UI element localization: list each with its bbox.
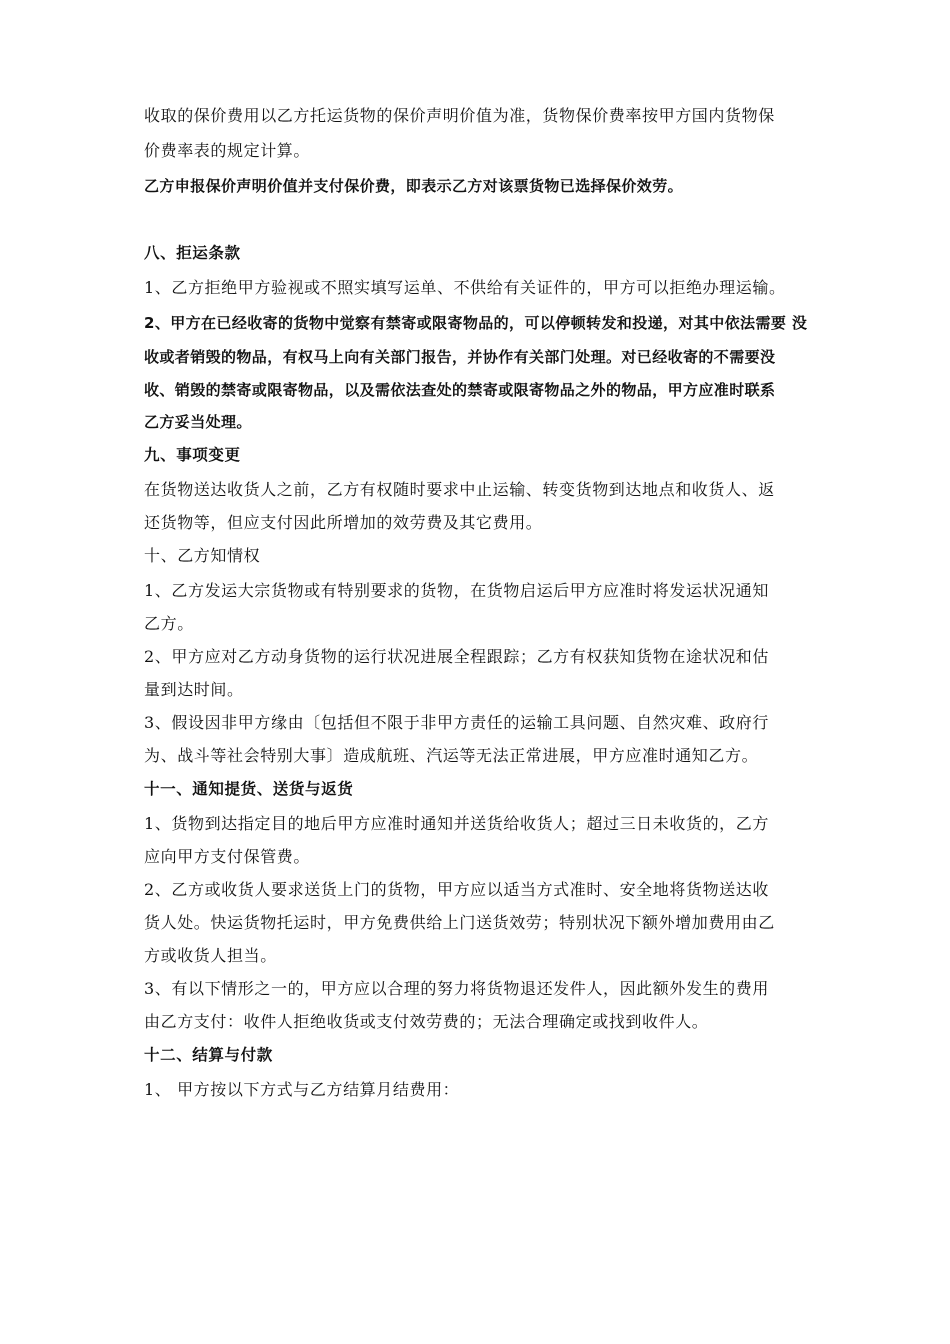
bold-paragraph-line: 乙方申报保价声明价值并支付保价费，即表示乙方对该票货物已选择保价效劳。 — [144, 177, 684, 195]
paragraph-line: 应向甲方支付保管费。 — [144, 847, 311, 866]
paragraph-line: 1、货物到达指定目的地后甲方应准时通知并送货给收货人；超过三日未收货的，乙方 — [144, 814, 769, 833]
paragraph-line: 价费率表的规定计算。 — [144, 141, 311, 160]
section-heading-10: 十、乙方知情权 — [144, 546, 261, 565]
section-heading-9: 九、事项变更 — [144, 446, 241, 464]
paragraph-line: 2、甲方应对乙方动身货物的运行状况进展全程跟踪；乙方有权获知货物在途状况和估 — [144, 647, 769, 666]
section-heading-8: 八、拒运条款 — [144, 244, 241, 262]
section-heading-12: 十二、结算与付款 — [144, 1046, 273, 1064]
bold-paragraph-line: 乙方妥当处理。 — [144, 413, 252, 431]
bold-paragraph-line: 收、销毁的禁寄或限寄物品，以及需依法查处的禁寄或限寄物品之外的物品，甲方应准时联系 — [144, 381, 776, 399]
section-heading-11: 十一、通知提货、送货与返货 — [144, 780, 354, 798]
paragraph-line: 2、乙方或收货人要求送货上门的货物，甲方应以适当方式准时、安全地将货物送达收 — [144, 880, 769, 899]
paragraph-line: 由乙方支付：收件人拒绝收货或支付效劳费的；无法合理确定或找到收件人。 — [144, 1012, 709, 1031]
paragraph-line: 货人处。快运货物托运时，甲方免费供给上门送货效劳；特别状况下额外增加费用由乙 — [144, 913, 775, 932]
paragraph-line: 在货物送达收货人之前，乙方有权随时要求中止运输、转变货物到达地点和收货人、返 — [144, 480, 775, 499]
bold-paragraph-line: 2、甲方在已经收寄的货物中觉察有禁寄或限寄物品的，可以停顿转发和投递，对其中依法需要 没 — [144, 314, 808, 332]
paragraph-line: 1、 甲方按以下方式与乙方结算月结费用： — [144, 1080, 460, 1099]
paragraph-line: 还货物等，但应支付因此所增加的效劳费及其它费用。 — [144, 513, 543, 532]
paragraph-line: 量到达时间。 — [144, 680, 244, 699]
paragraph-line: 3、假设因非甲方缘由〔包括但不限于非甲方责任的运输工具问题、自然灾难、政府行 — [144, 713, 769, 732]
paragraph-line: 3、有以下情形之一的，甲方应以合理的努力将货物退还发件人，因此额外发生的费用 — [144, 979, 769, 998]
bold-paragraph-line: 收或者销毁的物品，有权马上向有关部门报告，并协作有关部门处理。对已经收寄的不需要没 — [144, 348, 776, 366]
paragraph-line: 1、乙方发运大宗货物或有特别要求的货物，在货物启运后甲方应准时将发运状况通知 — [144, 581, 769, 600]
paragraph-line: 乙方。 — [144, 614, 194, 633]
paragraph-line: 收取的保价费用以乙方托运货物的保价声明价值为准，货物保价费率按甲方国内货物保 — [144, 106, 775, 125]
paragraph-line: 方或收货人担当。 — [144, 946, 277, 965]
paragraph-line: 1、乙方拒绝甲方验视或不照实填写运单、不供给有关证件的，甲方可以拒绝办理运输。 — [144, 278, 786, 297]
paragraph-line: 为、战斗等社会特别大事〕造成航班、汽运等无法正常进展，甲方应准时通知乙方。 — [144, 746, 759, 765]
